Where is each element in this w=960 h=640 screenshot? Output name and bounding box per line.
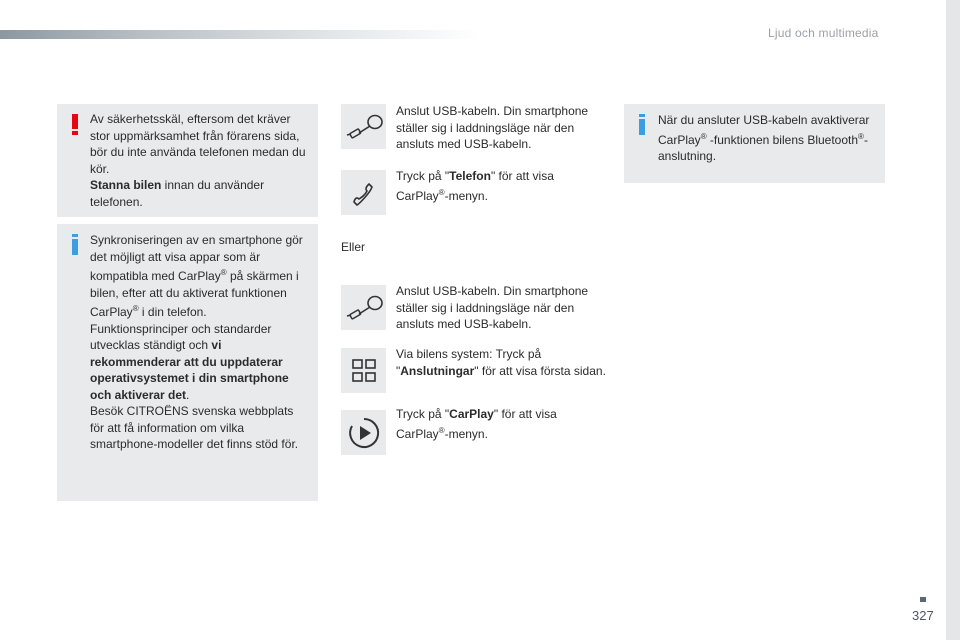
usb-note-text: När du ansluter USB-kabeln avaktiverar CarPlay® -funktionen bilens Bluetooth®-anslutning. (658, 113, 870, 163)
usb-cable-icon (341, 104, 386, 149)
step-usb-connect-1: Anslut USB-kabeln. Din smartphone ställer sig i laddningsläge när den ansluts med USB-kabeln. (396, 104, 589, 151)
or-separator: Eller (341, 240, 366, 254)
section-title: Ljud och multimedia (768, 26, 879, 40)
info-icon (72, 234, 78, 255)
connections-grid-icon (341, 348, 386, 393)
info-icon (639, 114, 645, 135)
step-telefon: Tryck på "Telefon" för att visa CarPlay®-menyn. (396, 169, 554, 203)
warning-emphasis: Stanna bilen (90, 178, 162, 192)
anslutningar-label: Anslutningar (400, 363, 475, 378)
page-marker (920, 597, 926, 602)
step-carplay: Tryck på "CarPlay" för att visa CarPlay®-menyn. (396, 407, 557, 441)
telefon-label: Telefon (449, 169, 491, 183)
page-number: 327 (912, 608, 934, 623)
step-anslutningar: Via bilens system: Tryck på "Anslutningar" för att visa första sidan. (396, 347, 606, 378)
sync-text-1: Synkroniseringen av en smartphone gör det möjligt att visa appar som är kompatibla med CarPlay® på skärmen i bilen, efter att du aktiverat funktionen CarPlay® i din telefon. (90, 233, 303, 319)
phone-handset-icon (341, 170, 386, 215)
warning-box (57, 104, 318, 217)
header-bar (0, 30, 480, 39)
sync-info-box (57, 224, 318, 501)
carplay-play-icon (341, 410, 386, 455)
exclamation-icon (72, 114, 78, 134)
sync-text-2: Funktionsprinciper och standarder utvecklas ständigt och vi rekommenderar att du uppdaterar operativsystemet i din smartphone och aktiverar det. (90, 321, 289, 402)
sync-text-3: Besök CITROËNS svenska webbplats för att få information om vilka smartphone-modeller det finns stöd för. (90, 404, 299, 451)
carplay-label: CarPlay (449, 407, 494, 421)
warning-text: Av säkerhetsskäl, eftersom det kräver stor uppmärksamhet från förarens sida, bör du inte använda telefonen medan du kör. Stanna bilen innan du använder telefonen. (90, 112, 306, 209)
usb-note-box (624, 104, 885, 183)
usb-cable-icon (341, 285, 386, 330)
step-usb-connect-2: Anslut USB-kabeln. Din smartphone ställer sig i laddningsläge när den ansluts med USB-kabeln. (396, 284, 589, 331)
page-edge-strip (946, 0, 960, 640)
sync-emphasis: vi rekommenderar att du uppdaterar operativsystemet i din smartphone och aktiverar det (90, 338, 289, 402)
